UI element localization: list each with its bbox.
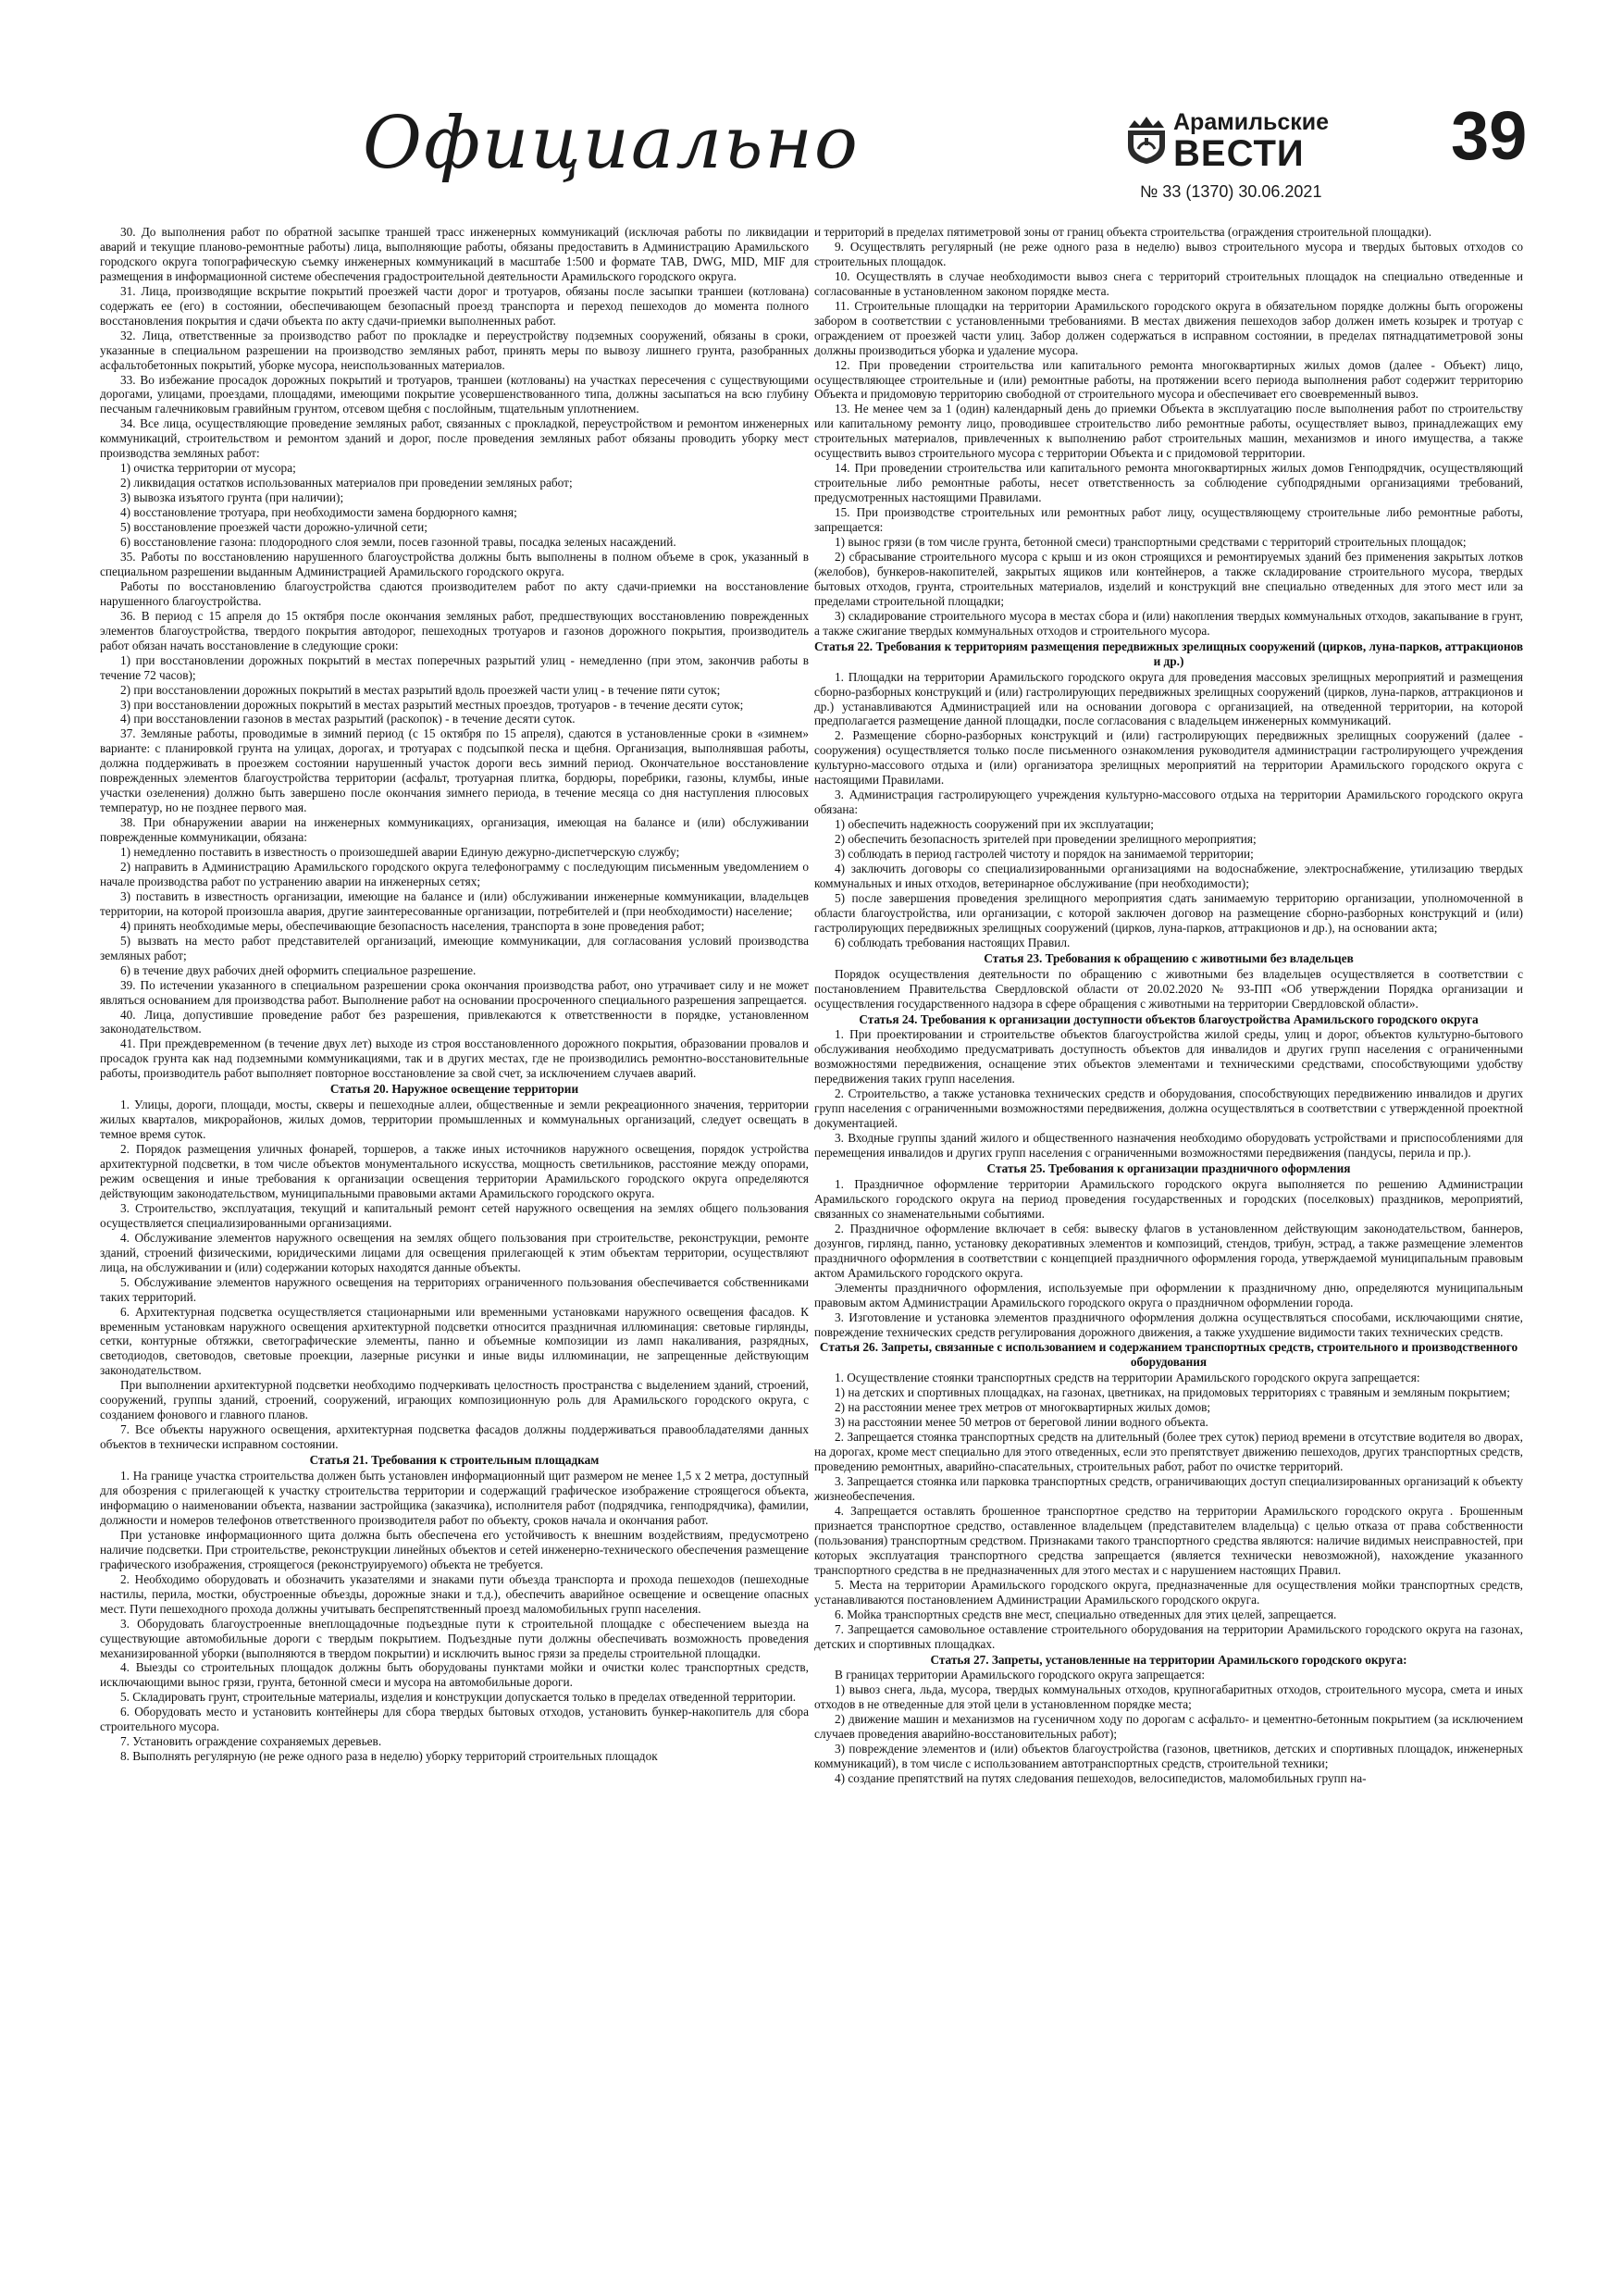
paragraph: 4) при восстановлении газонов в местах разрытий (раскопок) - в течение десяти суток. bbox=[120, 712, 576, 726]
paragraph: 31. Лица, производящие вскрытие покрытий проезжей части дорог и тротуаров, обязаны после засыпки траншеи (котлована) содержать ее (его) в состоянии, обеспечивающем безопасный проезд транспорта и переход пешеходов до момента полного восстановления покрытия и сдачи объекта по акту сдачи-приемки выполненных работ. bbox=[100, 283, 809, 328]
paragraph: 33. Во избежание просадок дорожных покрытий и тротуаров, траншеи (котлованы) на участках пересечения с существующими дорогами, улицами, проездами, площадями, имеющими покрытие усовершенствованного типа, должны засыпаться на всю глубину песчаным галечниковым гравийным грунтом, отсевом щебня с послойным, тщательным уплотнением. bbox=[100, 372, 809, 416]
paragraph: 3. Изготовление и установка элементов праздничного оформления должна осуществляться способами, исключающими снятие, повреждение технических средств регулирования дорожного движения, а также ухудшение видимости таких технических средств. bbox=[814, 1309, 1523, 1339]
left-text-column bbox=[100, 225, 809, 2281]
article-heading: Статья 23. Требования к обращению с животными без владельцев bbox=[984, 950, 1354, 965]
paragraph: 6. Архитектурная подсветка осуществляется стационарными или временными установками наружного освещения фасадов. К временным установкам наружного освещения архитектурной подсветки относится праздничная иллюминация: световые гирлянды, сетки, контурные обтяжки, светографические элементы, панно и объемные композиции из ламп накаливания, разрядных, светодиодов, световодов, световые проекции, лазерные рисунки и иные виды иллюминации, не запрещенные действующим законодательством. bbox=[100, 1304, 809, 1378]
paragraph: 2. Запрещается стоянка транспортных средств на длительный (более трех суток) период времени в отсутствие водителя во дворах, на дорогах, кроме мест специально для этого отведенных, если это препятствует движению пешеходов, других транспортных средств, проведению ремонтных, аварийно-спасательных, строительных работ, работ по очистке территорий. bbox=[814, 1430, 1523, 1474]
paragraph: 30. До выполнения работ по обратной засыпке траншей трасс инженерных коммуникаций (исключая работы по ликвидации аварий и текущие планово-ремонтные работы) лица, выполняющие работы, обязаны предоставить в Администрацию Арамильского городского округа топографическую съемку инженерных коммуникаций в масштабе 1:500 и формате TAB, DWG, MID, MIF для размещения в информационной системе обеспечения градостроительной деятельности Арамильского городского округа. bbox=[100, 225, 809, 283]
paragraph: 3. Оборудовать благоустроенные внеплощадочные подъездные пути к строительной площадке с обеспечением выезда на существующие автомобильные дороги с твердым покрытием. Подъездные пути должны обеспечивать возможность проведения механизированной уборки (выполняются в твердом покрытии) и исключить вынос грязи за пределы строительной площадки. bbox=[100, 1616, 809, 1660]
paragraph: 5. Складировать грунт, строительные материалы, изделия и конструкции допускается только в пределах отведенной территории. bbox=[120, 1690, 797, 1705]
page-number: 39 bbox=[1451, 97, 1528, 174]
paragraph: 2) направить в Администрацию Арамильского городского округа телефонограмму с последующим письменным уведомлением о начале производства работ по устранению аварии на инженерных сетях; bbox=[100, 859, 809, 888]
paragraph: Порядок осуществления деятельности по обращению с животными без владельцев осуществляется в соответствии с постановлением Правительства Свердловской области от 20.02.2020 № 93-ПП «Об утверждении Порядка организации и осуществления государственного надзора в сфере обращения с животными на территории Свердловской области». bbox=[814, 966, 1523, 1011]
paragraph: 2. Праздничное оформление включает в себя: вывеску флагов в установленном действующим законодательством, баннеров, дозунгов, гирлянд, панно, установку декоративных элементов и композиций, стендов, трибун, эстрад, а также размещение элементов праздничного оформления в соответствии с концепцией праздничного оформления города, утверждаемой муниципальным правовым актом Арамильского городского округа. bbox=[814, 1221, 1523, 1280]
paragraph: 4. Обслуживание элементов наружного освещения на землях общего пользования при строительстве, реконструкции, ремонте зданий, строений физическими, юридическими лицами для освещения прилегающей к этим объектам территории, осуществляют лица, на обслуживании и (или) содержании которых находятся данные объекты. bbox=[100, 1230, 809, 1274]
paragraph: Элементы праздничного оформления, используемые при оформлении к праздничному дню, определяются муниципальным правовым актом Администрации Арамильского городского округа о праздничном оформлении города. bbox=[814, 1280, 1523, 1309]
paragraph: 1. Осуществление стоянки транспортных средств на территории Арамильского городского округа запрещается: bbox=[835, 1371, 1420, 1385]
paragraph: При выполнении архитектурной подсветки необходимо подчеркивать целостность пространства с выделением зданий, строений, сооружений, группы зданий, строений, сооружений, играющих композиционную роль для Арамильского городского округа, с созданием фонового и главного планов. bbox=[100, 1378, 809, 1422]
paragraph: 9. Осуществлять регулярный (не реже одного раза в неделю) вывоз строительного мусора и твердых бытовых отходов со строительных площадок. bbox=[814, 239, 1523, 268]
paragraph: 32. Лица, ответственные за производство работ по прокладке и переустройству подземных сооружений, обязаны в сроки, указанные в специальном разрешении на производство земляных работ, принять меры по вывозу лишнего грунта, разобранных асфальтобетонных покрытий, уборке мусора, неиспользованных материалов. bbox=[100, 328, 809, 372]
paragraph: 3) при восстановлении дорожных покрытий в местах разрытий местных проездов, тротуаров - в течение десяти суток; bbox=[120, 697, 744, 712]
article-heading: Статья 25. Требования к организации праздничного оформления bbox=[986, 1161, 1351, 1176]
paragraph: 35. Работы по восстановлению нарушенного благоустройства должны быть выполнены в полном объеме в срок, указанный в специальном разрешении выданным Администрацией Арамильского городского округа. bbox=[100, 549, 809, 578]
paragraph: 41. При преждевременном (в течение двух лет) выходе из строя восстановленного дорожного покрытия, образовании провалов и просадок грунта как над подземными коммуникациями, так и в других местах, где не производились ремонтно-восстановительные работы, производитель работ выполняет повторное восстановление за свой счет, за исключением случаев аварий. bbox=[100, 1036, 809, 1081]
masthead bbox=[85, 97, 1540, 201]
paragraph: 1) вынос грязи (в том числе грунта, бетонной смеси) транспортными средствами с территорий строительных площадок; bbox=[835, 535, 1467, 550]
paragraph: 1) немедленно поставить в известность о произошедшей аварии Единую дежурно-диспетчерскую службу; bbox=[120, 845, 680, 860]
article-heading: Статья 20. Наружное освещение территории bbox=[329, 1082, 579, 1097]
right-text-column bbox=[814, 225, 1523, 2281]
paragraph: 1. При проектировании и строительстве объектов благоустройства жилой среды, улиц и дорог, объектов культурно-бытового обслуживания необходимо предусматривать доступность объектов для инвалидов и других групп населения с ограниченными возможностями передвижения, оснащение этих объектов элементами и техническими средствами, способствующими удобству передвижения таких групп населения. bbox=[814, 1027, 1523, 1086]
paragraph: 7. Запрещается самовольное оставление строительного оборудования на территории Арамильского городского округа на газонах, детских и спортивных площадках. bbox=[814, 1621, 1523, 1651]
article-heading: Статья 24. Требования к организации доступности объектов благоустройства Арамильского городского округа bbox=[859, 1011, 1479, 1026]
paragraph: 40. Лица, допустившие проведение работ без разрешения, привлекаются к ответственности в порядке, установленном законодательством. bbox=[100, 1007, 809, 1036]
article-heading: Статья 26. Запреты, связанные с использованием и содержанием транспортных средств, строительного и производственного оборудования bbox=[819, 1340, 1518, 1370]
paragraph: В границах территории Арамильского городского округа запрещается: bbox=[835, 1668, 1206, 1682]
paragraph: 3. Строительство, эксплуатация, текущий и капитальный ремонт сетей наружного освещения на землях общего пользования осуществляется специализированными организациями. bbox=[100, 1200, 809, 1230]
paragraph: 2) при восстановлении дорожных покрытий в местах разрытий вдоль проезжей части улиц - в течение пяти суток; bbox=[120, 682, 721, 697]
issue-number-date: № 33 (1370) 30.06.2021 bbox=[1140, 182, 1322, 201]
paragraph: 4. Выезды со строительных площадок должны быть оборудованы пунктами мойки и очистки колес транспортных средств, исключающими вынос грязи, грунта, бетонной смеси и мусора на автомобильные дороги. bbox=[100, 1660, 809, 1690]
coat-of-arms-icon bbox=[1125, 115, 1168, 165]
logo-top-word: Арамильские bbox=[1173, 109, 1330, 135]
paragraph: 5. Места на территории Арамильского городского округа, предназначенные для осуществления мойки транспортных средств, устанавливаются постановлением Администрации Арамильского городского округа. bbox=[814, 1577, 1523, 1607]
logo-main-word: ВЕСТИ bbox=[1173, 133, 1305, 174]
paragraph: 37. Земляные работы, проводимые в зимний период (с 15 октября по 15 апреля), сдаются в установленные сроки в «зимнем» варианте: с планировкой грунта на улицах, дорогах, и тротуарах с подсыпкой песка и щебня. Организация, выполнявшая работы, должна поддерживать в проезжем состоянии нарушенный участок дороги весь зимний период. Окончательное восстановление поврежденных элементов благоустройства территории (асфальт, тротуарная плитка, бордюры, поребрики, газоны, клумбы, иные участки озеленения) должно быть завершено после окончания зимнего периода, в течение месяца со дня наступления плюсовых температур, но не позднее первого мая. bbox=[100, 726, 809, 815]
paragraph: 13. Не менее чем за 1 (один) календарный день до приемки Объекта в эксплуатацию после выполнения работ по строительству или капитальному ремонту лицо, проводившее строительство либо ремонтные работы, осуществляет вывоз, принадлежащих ему строительных материалов, привлеченных к выполнению работ строительных машин, механизмов и иного имущества, а также осуществить вывоз строительного мусора с территории Объекта и с придомовой территории. bbox=[814, 402, 1523, 461]
paragraph: 2) на расстоянии менее трех метров от многоквартирных жилых домов; bbox=[835, 1400, 1211, 1415]
paragraph: 4) восстановление тротуара, при необходимости замена бордюрного камня; bbox=[120, 505, 517, 520]
paragraph: 15. При производстве строительных или ремонтных работ лицу, осуществляющему строительные либо ремонтные работы, запрещается: bbox=[814, 505, 1523, 535]
paragraph: 38. При обнаружении аварии на инженерных коммуникациях, организация, имеющая на балансе и (или) обслуживании поврежденные коммуникации, обязана: bbox=[100, 815, 809, 845]
paragraph: 2) обеспечить безопасность зрителей при проведении зрелищного мероприятия; bbox=[835, 832, 1257, 847]
paragraph: 2) сбрасывание строительного мусора с крыш и из окон строящихся и ремонтируемых зданий без применения закрытых лотков (желобов), бункеров-накопителей, закрытых ящиков или контейнеров, а также складирование строительного мусора, твердых бытовых отходов, грунта, строительных материалов, изделий и конструкций вне специально отведенных для этого мест или за пределами строительной площадки; bbox=[814, 549, 1523, 608]
paragraph: 10. Осуществлять в случае необходимости вывоз снега с территорий строительных площадок на специально отведенные и согласованные в установленном законом порядке места. bbox=[814, 268, 1523, 298]
paragraph: 5. Обслуживание элементов наружного освещения на территориях ограниченного пользования обеспечивается собственниками таких территорий. bbox=[100, 1274, 809, 1304]
paragraph: 7. Все объекты наружного освещения, архитектурная подсветка фасадов должны поддерживаться правообладателями данных объектов в технически исправном состоянии. bbox=[100, 1422, 809, 1452]
paragraph: 3) соблюдать в период гастролей чистоту и порядок на занимаемой территории; bbox=[835, 847, 1254, 862]
paragraph: 3. Администрация гастролирующего учреждения культурно-массового отдыха на территории Арамильского городского округа обязана: bbox=[814, 788, 1523, 817]
paragraph: 12. При проведении строительства или капитального ремонта многоквартирных жилых домов (далее - Объект) лицо, осуществляющее строительные и (или) ремонтные работы, на протяжении всего периода выполнения работ содержит территорию Объекта и придомовую территорию свободной от строительного мусора и обеспечивает его своевременный вывоз. bbox=[814, 357, 1523, 402]
paragraph: 1) при восстановлении дорожных покрытий в местах поперечных разрытий улиц - немедленно (при этом, закончив работы в течение 72 часов); bbox=[100, 652, 809, 682]
paragraph: 6. Мойка транспортных средств вне мест, специально отведенных для этих целей, запрещается. bbox=[835, 1607, 1337, 1621]
paragraph: 7. Установить ограждение сохраняемых деревьев. bbox=[120, 1734, 382, 1749]
paragraph: 3) поставить в известность организации, имеющие на балансе и (или) обслуживании инженерные коммуникации, владельцев территории, на которой произошла авария, другие заинтересованные организации, потребителей и (при необходимости) население; bbox=[100, 888, 809, 918]
paragraph: 39. По истечении указанного в специальном разрешении срока окончания производства работ, оно утрачивает силу и не может являться основанием для производства работ. Выполнение работ на основании просроченного специального разрешения запрещается. bbox=[100, 977, 809, 1007]
paragraph: 4) принять необходимые меры, обеспечивающие безопасность населения, транспорта в зоне проведения работ; bbox=[120, 918, 705, 933]
paragraph: 1) очистка территории от мусора; bbox=[120, 461, 296, 476]
paragraph: 6) восстановление газона: плодородного слоя земли, посев газонной травы, посадка зеленых насаждений. bbox=[120, 535, 676, 550]
paragraph: 3) складирование строительного мусора в местах сбора и (или) накопления твердых коммунальных отходов, закапывание в грунт, а также сжигание твердых коммунальных отходов и строительного мусора. bbox=[814, 608, 1523, 638]
paragraph: 2. Строительство, а также установка технических средств и оборудования, способствующих передвижению инвалидов и других групп населения с ограниченными возможностями передвижения, должна осуществляться в соответствии с утвержденной проектной документацией. bbox=[814, 1086, 1523, 1131]
paragraph: 6. Оборудовать место и установить контейнеры для сбора твердых бытовых отходов, установить бункер-накопитель для сбора строительного мусора. bbox=[100, 1705, 809, 1734]
paragraph: 36. В период с 15 апреля до 15 октября после окончания земляных работ, предшествующих восстановлению поврежденных элементов благоустройства, твердого покрытия автодорог, пешеходных тротуаров и газонов дорожного покрытия, производитель работ обязан начать восстановление в следующие сроки: bbox=[100, 608, 809, 652]
paragraph: Работы по восстановлению благоустройства сдаются производителем работ по акту сдачи-приемки на восстановление нарушенного благоустройства. bbox=[100, 578, 809, 608]
paragraph: 6) в течение двух рабочих дней оформить специальное разрешение. bbox=[120, 962, 477, 977]
paragraph: 5) после завершения проведения зрелищного мероприятия сдать занимаемую территорию организации, уполномоченной в области благоустройства, или организации, с которой заключен договор на размещение сборно-разборных конструкций и (или) гастролирующих передвижных зрелищных сооружений (цирков, луна-парков, аттракционов и др.), на основании акта; bbox=[814, 890, 1523, 935]
paragraph: 8. Выполнять регулярную (не реже одного раза в неделю) уборку территорий строительных площадок bbox=[120, 1749, 658, 1764]
paragraph: 4) создание препятствий на путях следования пешеходов, велосипедистов, маломобильных групп на- bbox=[835, 1771, 1367, 1786]
article-heading: Статья 21. Требования к строительным площадкам bbox=[309, 1453, 600, 1468]
paragraph: 3) повреждение элементов и (или) объектов благоустройства (газонов, цветников, детских и спортивных площадок, инженерных коммуникаций), в том числе с использованием автотранспортных средств, строительной техники; bbox=[814, 1742, 1523, 1771]
paragraph: 1) вывоз снега, льда, мусора, твердых коммунальных отходов, крупногабаритных отходов, строительного мусора, смета и иных отходов в не отведенные для этой цели в установленном порядке места; bbox=[814, 1682, 1523, 1712]
paragraph: 3) вывозка изъятого грунта (при наличии); bbox=[120, 490, 344, 505]
paragraph: 2. Размещение сборно-разборных конструкций и (или) гастролирующих передвижных зрелищных сооружений (далее - сооружения) осуществляется только после письменного ознакомления руководителя администрации гастролирующего учреждения культурно-массового отдыха и (или) организатора зрелищных мероприятий на территории Арамильского городского округа с настоящими Правилами. bbox=[814, 728, 1523, 788]
paragraph: 1. Площадки на территории Арамильского городского округа для проведения массовых зрелищных мероприятий и размещения сборно-разборных конструкций и (или) гастролирующих передвижных зрелищных сооружений (цирков, луна-парков, аттракционов и др.) устанавливаются Администрацией или на основании договора с организацией, на отведенной территории, на которой предполагается размещение данной площадки, после согласования с владельцем инженерных коммуникаций. bbox=[814, 669, 1523, 728]
paragraph: 2. Порядок размещения уличных фонарей, торшеров, а также иных источников наружного освещения, порядок устройства архитектурной подсветки, в том числе объектов монументального искусства, мощность светильников, расстояние между опорами, режим освещения и иные требования к организации освещения территории Арамильского городского округа определяются действующим законодательством, муниципальными правовыми актами Арамильского городского округа. bbox=[100, 1142, 809, 1200]
paragraph: 2) движение машин и механизмов на гусеничном ходу по дорогам с асфальто- и цементно-бетонным покрытием (за исключением случаев проведения аварийно-восстановительных работ); bbox=[814, 1712, 1523, 1742]
paragraph: 1) на детских и спортивных площадках, на газонах, цветниках, на придомовых территориях с травяным и земляным покрытием; bbox=[835, 1385, 1510, 1400]
paragraph: 34. Все лица, осуществляющие проведение земляных работ, связанных с прокладкой, переустройством и ремонтом инженерных коммуникаций, строительством и ремонтом зданий и дорог, после проведения земляных работ обязаны проводить уборку мест производства земляных работ: bbox=[100, 416, 809, 461]
paragraph: 1. На границе участка строительства должен быть установлен информационный щит размером не менее 1,5 х 2 метра, доступный для обозрения с прилегающей к участку строительства территории и содержащий графическое изображение строящегося объекта, информацию о наименовании объекта, названии застройщика (заказчика), исполнителя работ (подрядчика, генподрядчика), фамилии, должности и номеров телефонов ответственного производителя работ по объекту, сроков начала и окончания работ. bbox=[100, 1469, 809, 1527]
paragraph: При установке информационного щита должна быть обеспечена его устойчивость к внешним воздействиям, предусмотрено наличие подсветки. При строительстве, реконструкции линейных объектов и сетей инженерно-технического обеспечения размещение графического изображения, строящегося (реконструируемого) объекта не требуется. bbox=[100, 1527, 809, 1571]
paragraph: 3. Запрещается стоянка или парковка транспортных средств, ограничивающих доступ специализированных организаций к объекту жизнеобеспечения. bbox=[814, 1474, 1523, 1504]
article-heading: Статья 27. Запреты, установленные на территории Арамильского городского округа: bbox=[930, 1652, 1407, 1667]
paragraph: 1) обеспечить надежность сооружений при их эксплуатации; bbox=[835, 817, 1154, 832]
paragraph: 14. При проведении строительства или капитального ремонта многоквартирных жилых домов Генподрядчик, осуществляющий строительные либо ремонтные работы, несет ответственность за соблюдение субподрядными организациями требований, предусмотренных настоящими Правилами. bbox=[814, 461, 1523, 505]
paragraph: и территорий в пределах пятиметровой зоны от границ объекта строительства (ограждения строительной площадки). bbox=[814, 225, 1432, 239]
paragraph: 3) на расстоянии менее 50 метров от береговой линии водного объекта. bbox=[835, 1415, 1208, 1430]
paragraph: 1. Праздничное оформление территории Арамильского городского округа выполняется по решению Администрации Арамильского городского округа на период проведения государственных и городских (поселковых) праздников, мероприятий, связанных со знаменательными событиями. bbox=[814, 1177, 1523, 1221]
paragraph: 2. Необходимо оборудовать и обозначить указателями и знаками пути объезда транспорта и прохода пешеходов (пешеходные настилы, перила, мостки, обустроенные объезды, дорожные знаки и т.д.), обеспечить аварийное освещение и освещение опасных мест. Пути пешеходного прохода должны учитывать беспрепятственный проезд маломобильных групп населения. bbox=[100, 1571, 809, 1616]
paragraph: 1. Улицы, дороги, площади, мосты, скверы и пешеходные аллеи, общественные и земли рекреационного значения, территории жилых кварталов, микрорайонов, жилых домов, территории промышленных и коммунальных организаций, следует освещать в темное время суток. bbox=[100, 1098, 809, 1142]
newspaper-logo bbox=[1125, 104, 1440, 201]
paragraph: 5) вызвать на место работ представителей организаций, имеющие коммуникации, для согласования условий производства земляных работ; bbox=[100, 933, 809, 962]
paragraph: 2) ликвидация остатков использованных материалов при проведении земляных работ; bbox=[120, 476, 573, 490]
article-heading: Статья 22. Требования к территориям размещения передвижных зрелищных сооружений (цирков, луна-парков, аттракционов и др.) bbox=[814, 639, 1523, 668]
paragraph: 6) соблюдать требования настоящих Правил. bbox=[835, 935, 1071, 949]
paragraph: 4. Запрещается оставлять брошенное транспортное средство на территории Арамильского городского округа . Брошенным признается транспортное средство, оставленное владельцем (представителем владельца) с целью отказа от права собственности (пользования) транспортным средством. Признаками такого транспортного средства являются: наличие видимых неисправностей, при которых эксплуатация транспортного средства запрещается (является технически невозможной), нахождение указанного транспортного средства в не предназначенных для этого местах и с нарушением настоящих Правил. bbox=[814, 1503, 1523, 1577]
paragraph: 4) заключить договоры со специализированными организациями на водоснабжение, электроснабжение, утилизацию твердых коммунальных и иных отходов, ветеринарное обслуживание (при необходимости); bbox=[814, 861, 1523, 890]
section-title: Официально bbox=[363, 102, 860, 185]
paragraph: 5) восстановление проезжей части дорожно-уличной сети; bbox=[120, 520, 427, 535]
paragraph: 11. Строительные площадки на территории Арамильского городского округа в обязательном порядке должны быть огорожены забором в соответствии с установленными требованиями. В местах движения пешеходов забор должен иметь козырек и тротуар с ограждением от проезжей части улиц. Забор должен содержаться в исправном состоянии, в пределах пятнадцатиметровой зоны должны производиться уборка и удаление мусора. bbox=[814, 298, 1523, 357]
paragraph: 3. Входные группы зданий жилого и общественного назначения необходимо оборудовать устройствами и приспособлениями для перемещения инвалидов и других групп населения с ограниченными возможностями передвижения (пандусы, перила и пр.). bbox=[814, 1131, 1523, 1160]
